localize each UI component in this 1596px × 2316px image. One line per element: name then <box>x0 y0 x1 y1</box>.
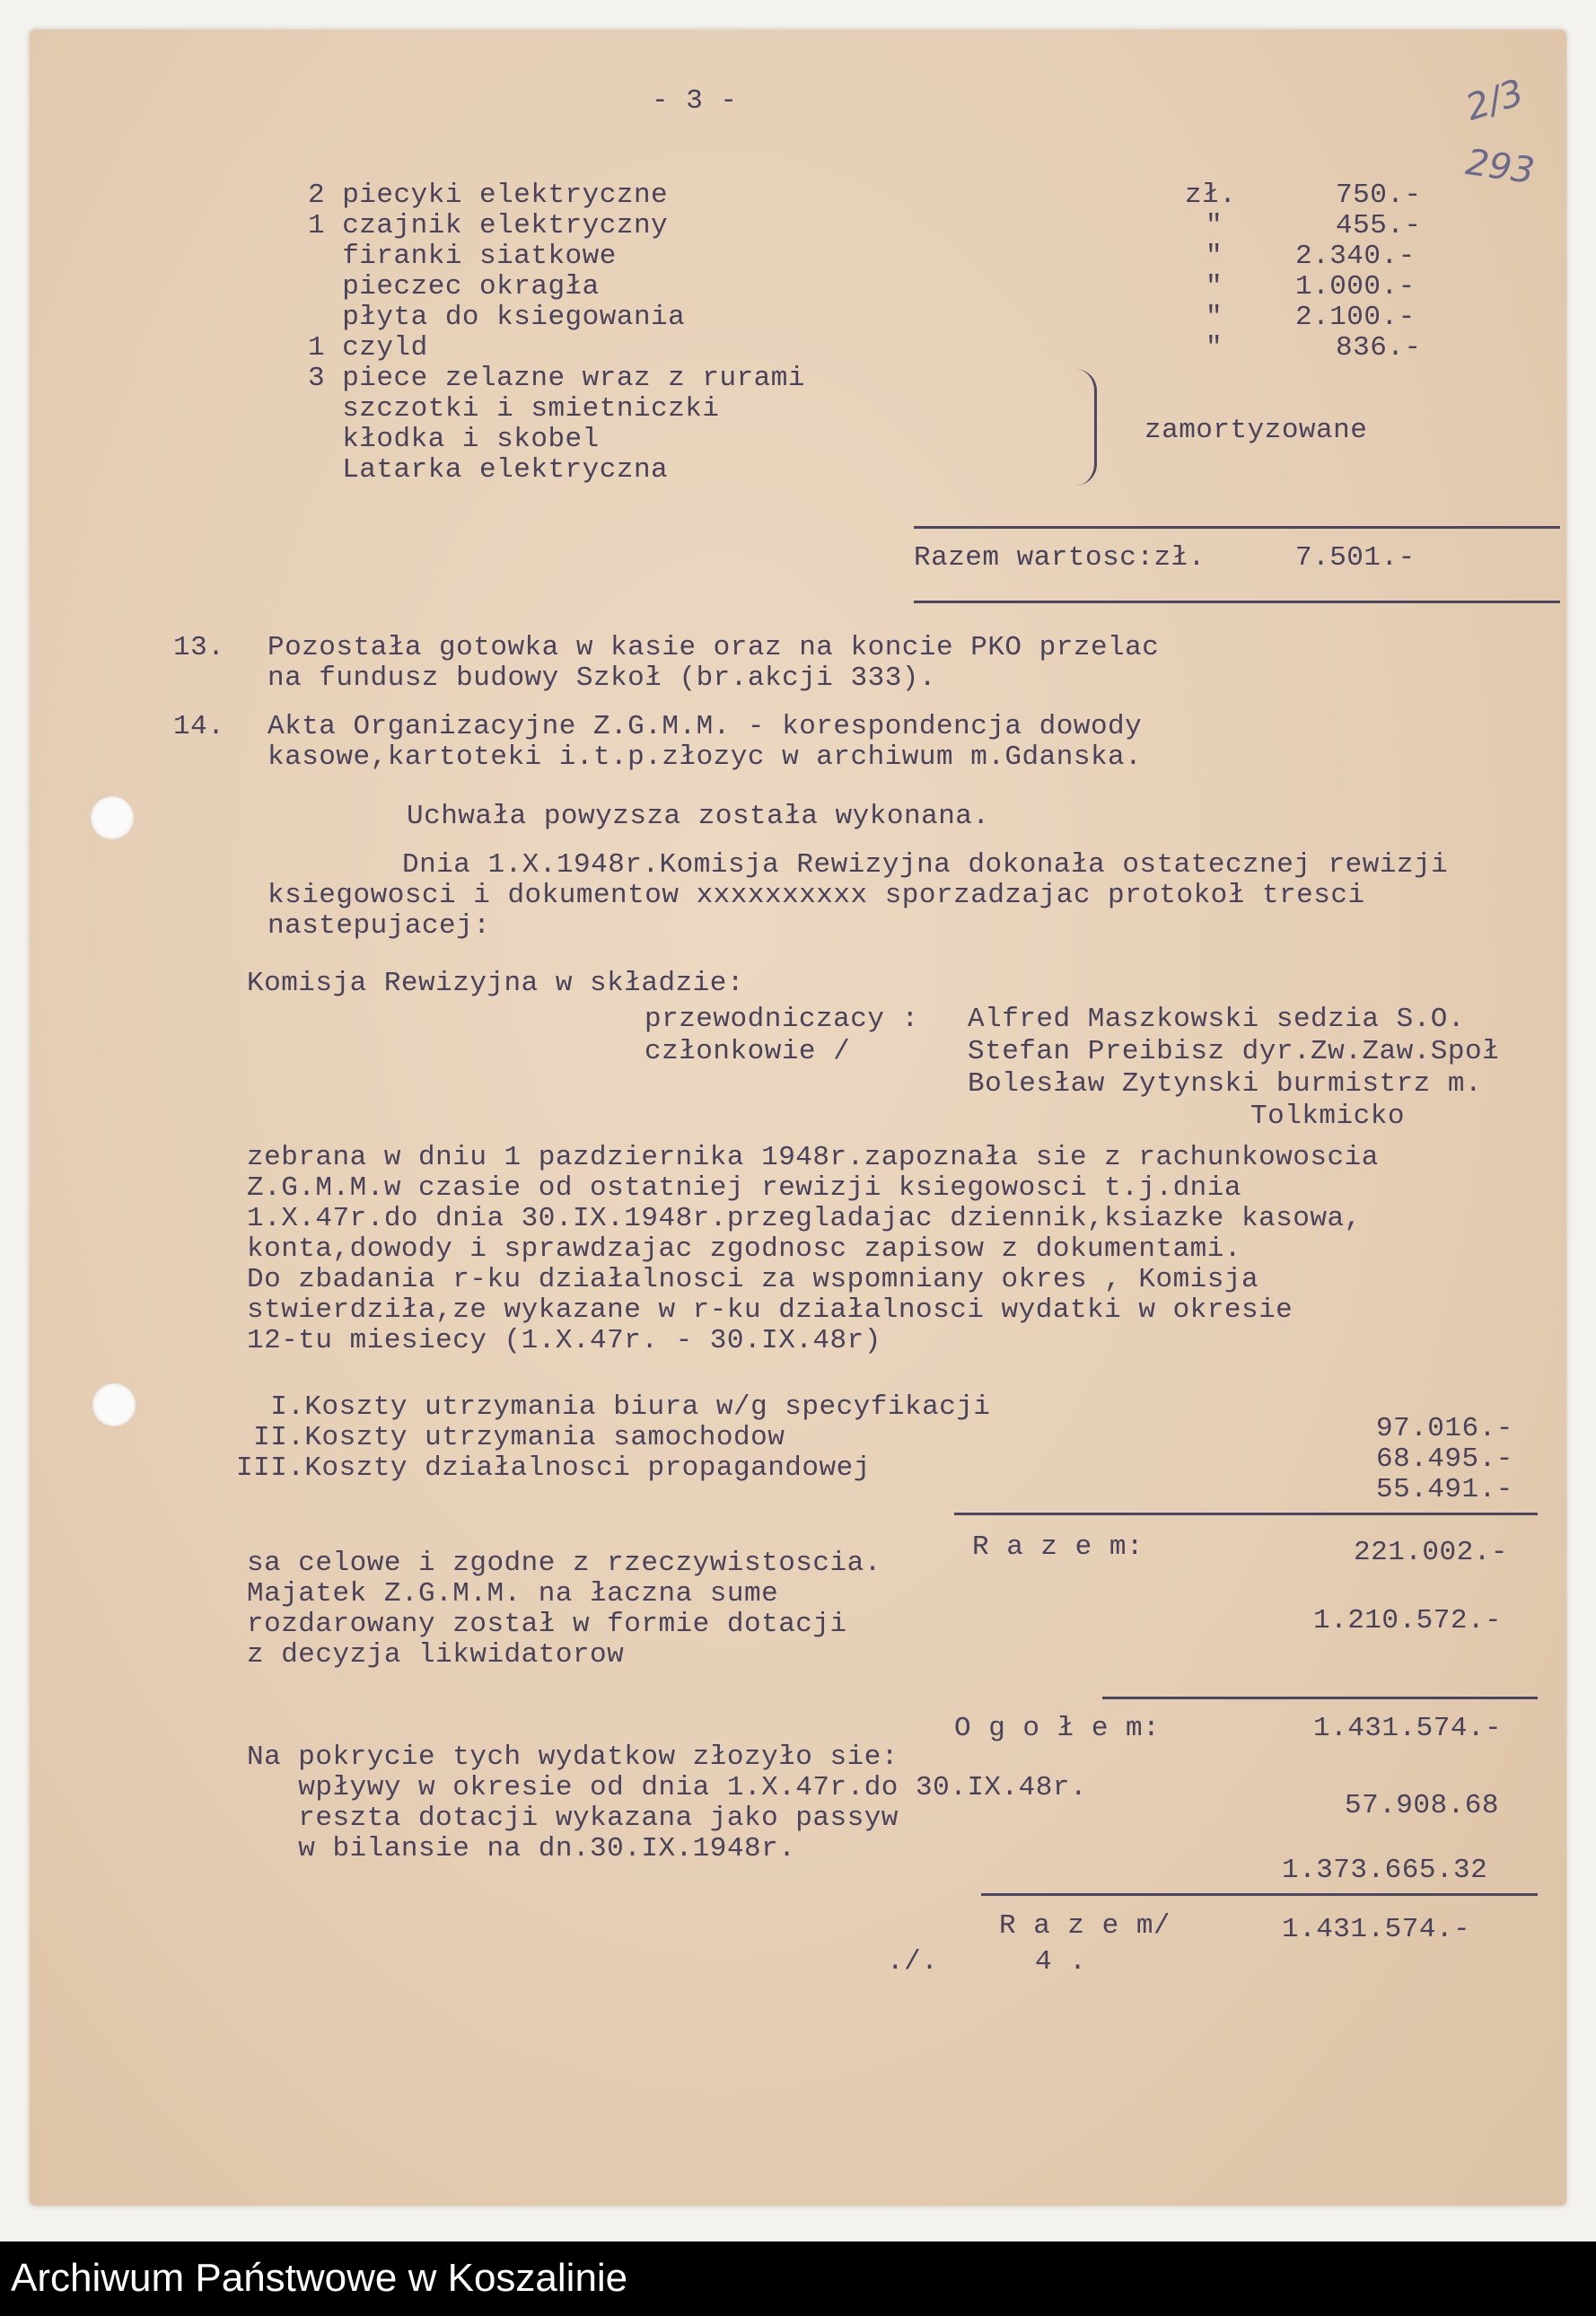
commission-member: Bolesław Zytynski burmistrz m. <box>968 1068 1483 1100</box>
inventory-item-label: 1 czajnik elektryczny <box>308 210 669 241</box>
next-page-number: 4 . <box>1035 1946 1087 1978</box>
inventory-item-label: szczotki i smietniczki <box>308 393 720 425</box>
inventory-item-label: płyta do ksiegowania <box>308 302 686 333</box>
coverage-value: 1.373.665.32 <box>1282 1855 1488 1886</box>
coverage-line: reszta dotacji wykazana jako passyw <box>247 1803 899 1834</box>
inventory-item-value: 2.340.- <box>1295 241 1416 272</box>
commission-chair-role: przewodniczacy : <box>645 1004 919 1035</box>
inventory-item-value: 1.000.- <box>1295 271 1416 303</box>
inventory-item-label: kłodka i skobel <box>308 424 600 455</box>
inventory-item-unit: " <box>1206 302 1223 333</box>
inventory-item-unit: " <box>1206 332 1223 364</box>
inventory-item-unit: " <box>1206 210 1223 241</box>
punch-hole-bottom <box>92 1383 136 1426</box>
inventory-total-label: Razem wartosc:zł. <box>914 542 1206 574</box>
coverage-total-value: 1.431.574.- <box>1282 1914 1471 1945</box>
item-14-text: kasowe,kartoteki i.t.p.złozyc w archiwum m.Gdanska. <box>267 741 1143 773</box>
inventory-item-unit: " <box>1206 271 1223 303</box>
inventory-item-label: pieczec okragła <box>308 271 600 303</box>
inventory-item-unit: zł. <box>1185 180 1237 211</box>
inventory-item-label: firanki siatkowe <box>308 241 617 272</box>
amortized-brace <box>1071 369 1097 486</box>
commission-member: Stefan Preibisz dyr.Zw.Zaw.Społ <box>968 1036 1500 1067</box>
commission-chair-name: Alfred Maszkowski sedzia S.O. <box>968 1004 1465 1035</box>
inventory-item-unit: " <box>1206 241 1223 272</box>
archive-mark-folio: 2/3 <box>1460 72 1529 129</box>
audit-intro-line: ksiegowosci i dokumentow xxxxxxxxxx sporzadzajac protokoł tresci <box>267 880 1365 911</box>
coverage-line: Na pokrycie tych wydatkow złozyło sie: <box>247 1741 899 1773</box>
grand-total-rule <box>1102 1697 1538 1699</box>
archive-mark-number: 293 <box>1463 141 1538 193</box>
commission-member: Tolkmicko <box>1250 1101 1405 1132</box>
audit-body-line: 12-tu miesiecy (1.X.47r. - 30.IX.48r) <box>247 1325 881 1356</box>
purpose-line: Majatek Z.G.M.M. na łaczna sume <box>247 1578 779 1610</box>
cost-value: 97.016.- <box>1376 1413 1513 1444</box>
assets-value: 1.210.572.- <box>1313 1605 1503 1636</box>
coverage-rule <box>981 1893 1538 1896</box>
item-14-number: 14. <box>173 711 225 742</box>
costs-total-label: R a z e m: <box>972 1531 1144 1563</box>
audit-body-line: stwierdziła,ze wykazane w r-ku działalnosci wydatki w okresie <box>247 1294 1293 1326</box>
inventory-item-value: 455.- <box>1336 210 1422 241</box>
audit-body-line: Z.G.M.M.w czasie od ostatniej rewizji ksiegowosci t.j.dnia <box>247 1172 1241 1204</box>
inventory-item-value: 2.100.- <box>1295 302 1416 333</box>
costs-rule <box>954 1513 1538 1515</box>
audit-body-line: konta,dowody i sprawdzajac zgodnosc zapisow z dokumentami. <box>247 1233 1241 1265</box>
purpose-line: z decyzja likwidatorow <box>247 1639 625 1671</box>
total-rule-top <box>914 526 1560 529</box>
inventory-item-label: Latarka elektryczna <box>308 454 669 486</box>
audit-intro-line: nastepujacej: <box>267 910 491 942</box>
total-rule-bottom <box>914 601 1560 603</box>
document-page <box>30 30 1566 2206</box>
inventory-item-value: 836.- <box>1336 332 1422 364</box>
resolution-done: Uchwała powyzsza została wykonana. <box>407 801 990 832</box>
purpose-line: sa celowe i zgodne z rzeczywistoscia. <box>247 1548 881 1579</box>
coverage-line: w bilansie na dn.30.IX.1948r. <box>247 1833 796 1864</box>
grand-total-label: O g o ł e m: <box>954 1713 1161 1744</box>
coverage-value: 57.908.68 <box>1345 1790 1499 1821</box>
punch-hole-top <box>91 796 134 839</box>
inventory-item-label: 3 piece zelazne wraz z rurami <box>308 363 805 394</box>
purpose-line: rozdarowany został w formie dotacji <box>247 1609 847 1640</box>
commission-heading: Komisja Rewizyjna w składzie: <box>247 968 744 999</box>
coverage-total-label: R a z e m/ <box>999 1910 1171 1942</box>
amortized-label: zamortyzowane <box>1144 415 1368 446</box>
item-14-text: Akta Organizacyjne Z.G.M.M. - korespondencja dowody <box>267 711 1143 742</box>
inventory-item-label: 1 czyld <box>308 332 428 364</box>
cost-label: III.Koszty działalnosci propagandowej <box>236 1452 871 1484</box>
inventory-total-value: 7.501.- <box>1295 542 1416 574</box>
audit-body-line: Do zbadania r-ku działalnosci za wspomniany okres , Komisja <box>247 1264 1259 1295</box>
cost-value: 55.491.- <box>1376 1474 1513 1505</box>
cost-label: II.Koszty utrzymania samochodow <box>236 1422 785 1453</box>
costs-total-value: 221.002.- <box>1354 1537 1508 1568</box>
continuation-mark: ./. <box>887 1946 939 1978</box>
item-13-text: Pozostała gotowka w kasie oraz na koncie PKO przelac <box>267 632 1160 663</box>
audit-intro-line: Dnia 1.X.1948r.Komisja Rewizyjna dokonała ostatecznej rewizji <box>402 849 1449 881</box>
archive-name: Archiwum Państwowe w Koszalinie <box>11 2256 628 2300</box>
item-13-text: na fundusz budowy Szkoł (br.akcji 333). <box>267 662 937 694</box>
item-13-number: 13. <box>173 632 225 663</box>
archive-footer <box>0 2241 1596 2316</box>
cost-value: 68.495.- <box>1376 1443 1513 1475</box>
coverage-line: wpływy w okresie od dnia 1.X.47r.do 30.IX.48r. <box>247 1772 1088 1803</box>
page-number: - 3 - <box>652 85 738 117</box>
audit-body-line: zebrana w dniu 1 pazdziernika 1948r.zapoznała sie z rachunkowoscia <box>247 1142 1379 1173</box>
inventory-item-value: 750.- <box>1336 180 1422 211</box>
cost-label: I.Koszty utrzymania biura w/g specyfikacji <box>236 1391 991 1423</box>
grand-total-value: 1.431.574.- <box>1313 1713 1503 1744</box>
audit-body-line: 1.X.47r.do dnia 30.IX.1948r.przegladajac dziennik,ksiazke kasowa, <box>247 1203 1362 1234</box>
inventory-item-label: 2 piecyki elektryczne <box>308 180 669 211</box>
commission-members-role: członkowie / <box>645 1036 851 1067</box>
